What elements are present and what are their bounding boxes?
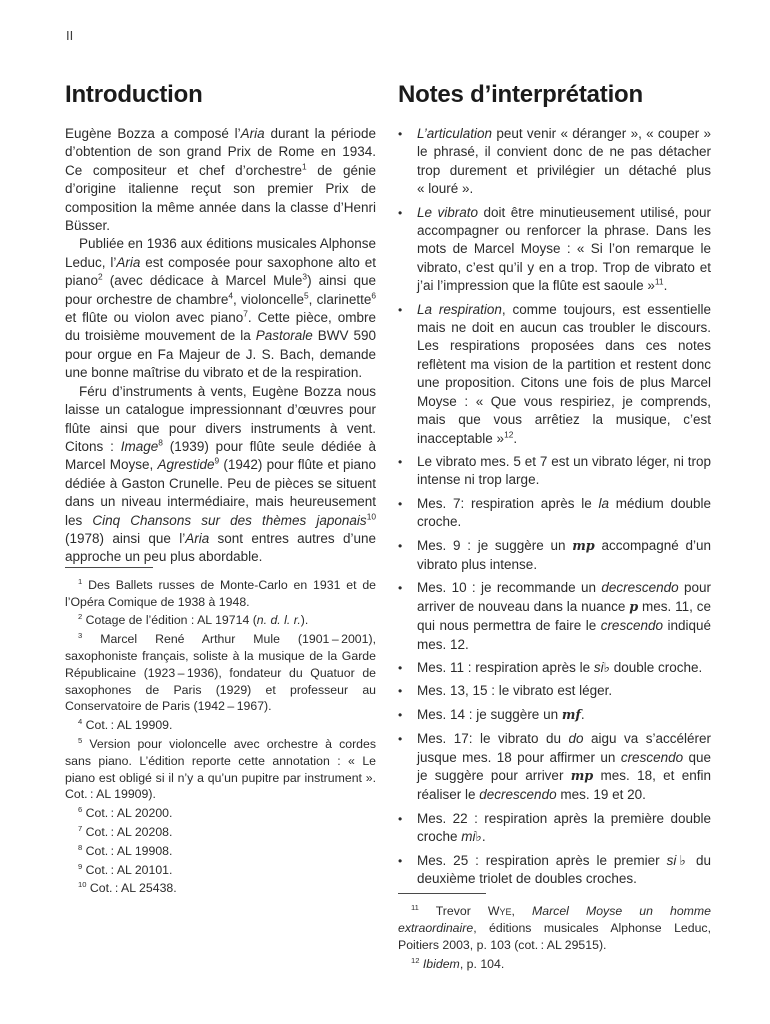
intro-paragraph-2: Publiée en 1936 aux éditions musicales Alphonse Leduc, l’Aria est composée pour saxophone alto et piano$^2$ (avec dédicace à Marcel Mule$^3$) ainsi que pour orchestre de chambre$^4$, violoncelle$^5$, clarinette$^6$ et flûte ou violon avec piano$^7$. Cette pièce, ombre du troisième mouvement de la Pastorale BWV 590 pour orgue en Fa Majeur de J. S. Bach, demande une bonne maîtrise du vibrato et de la respiration.: [65, 236, 376, 381]
bullet-icon: •: [398, 302, 403, 317]
page-number: II: [66, 28, 74, 43]
introduction-heading: Introduction: [65, 81, 203, 108]
bullet-icon: •: [398, 127, 403, 141]
note-item-13: [398, 852, 711, 889]
note-item-6: [398, 537, 711, 575]
footnote-6: $^6$ Cot. : AL 20200.: [78, 805, 173, 821]
bullet-icon: •: [398, 853, 403, 868]
intro-paragraph-3: Féru d’instruments à vents, Eugène Bozza nous laisse un catalogue impressionnant d’œuvres pour flûte ainsi que pour divers instruments à vent. Citons : Image$^8$ (1939) pour flûte seule dédiée à Marcel Moyse, Agrestide$^9$ (1942) pour flûte et piano dédiée à Gaston Crunelle. Peu de pièces se situent dans un niveau intermédiaire, mais heureusement les Cinq Chansons sur des thèmes japonais$^{10}$ (1978) ainsi que l’Aria sont entres autres d’une approche un peu plus abordable.: [65, 383, 376, 565]
footnote-3: $^3$ Marcel René Arthur Mule (1901 – 2001), saxophoniste français, soliste à la musique de la Garde Républicaine (1923 – 1936), fondateur du Quatuor de saxophones de Paris (1929) et professeur au Conservatoire de Paris (1942 – 1967).: [65, 631, 376, 714]
footnote-2: $^2$ Cotage de l’édition : AL 19714 (n. d. l. r.).: [78, 612, 309, 628]
note-text: Le vibrato doit être minutieusement utilisé, pour accompagner ou renforcer la phrase. Dans les mots de Marcel Moyse : « Si l’on remarque le vibrato, c’est qu’il y en a trop. Trop de vibrato et j’ai l’impression que la flûte est saoule »$^{11}$.: [417, 204, 711, 294]
note-text: L’articulation peut venir « déranger », « couper » le phrasé, il convient donc de ne pas détacher trop durement et privilégier un détaché plus « louré ».: [417, 126, 711, 197]
bullet-icon: •: [398, 811, 403, 826]
bullet-icon: •: [398, 205, 403, 220]
footnote-7: $^7$ Cot. : AL 20208.: [78, 823, 173, 839]
note-text: Mes. 22 : respiration après la première double croche mi♭.: [417, 810, 711, 845]
bullet-icon: •: [398, 707, 403, 722]
bullet-icon: •: [398, 581, 403, 596]
note-text: Le vibrato mes. 5 et 7 est un vibrato léger, ni trop intense ni trop large.: [417, 453, 711, 488]
note-item-9: [398, 682, 711, 700]
note-item-3: [398, 301, 711, 448]
bullet-icon: •: [398, 454, 403, 469]
footnote-separator: [398, 893, 486, 894]
interpretation-notes-list: [398, 125, 711, 893]
left-footnotes: [65, 567, 376, 899]
note-item-7: [398, 579, 711, 654]
note-item-12: [398, 810, 711, 847]
note-item-1: [398, 125, 711, 199]
note-text: Mes. 7: respiration après le la médium double croche.: [417, 495, 711, 530]
bullet-icon: •: [398, 496, 403, 511]
note-text: La respiration, comme toujours, est essentielle mais ne doit en aucun cas troubler le discours. Les respirations proposées dans ces notes reflètent ma vision de la partition et restent donc une proposition. Citons une fois de plus Marcel Moyse : « Que vous respiriez, je comprends, mais que vous arrêtiez la musique, c’est inacceptable »$^{12}$.: [417, 301, 711, 446]
note-text: Mes. 14 : je suggère un mf.: [417, 706, 585, 723]
left-column: [65, 81, 376, 896]
note-item-5: [398, 495, 711, 532]
note-item-8: [398, 659, 711, 677]
footnote-10: $^{10}$ Cot. : AL 25438.: [78, 880, 177, 896]
note-text: Mes. 17: le vibrato du do aigu va s’accélérer jusque mes. 18 pour affirmer un crescendo que je suggère pour arriver mp mes. 18, et enfin réaliser le decrescendo mes. 19 et 20.: [417, 731, 712, 803]
note-text: Mes. 13, 15 : le vibrato est léger.: [417, 683, 613, 699]
note-item-4: [398, 453, 711, 490]
footnote-4: $^4$ Cot. : AL 19909.: [78, 717, 173, 733]
right-footnotes: [398, 893, 711, 974]
interpretation-heading: Notes d’interprétation: [398, 81, 643, 108]
footnote-11: $^{11}$ Trevor Wye, Marcel Moyse un homme extraordinaire, éditions musicales Alphonse Leduc, Poitiers 2003, p. 103 (cot. : AL 29515).: [398, 903, 711, 953]
footnote-1: $^1$ Des Ballets russes de Monte-Carlo en 1931 et de l’Opéra Comique de 1938 à 1948.: [65, 576, 376, 609]
footnote-8: $^8$ Cot. : AL 19908.: [78, 842, 173, 858]
footnote-5: $^5$ Version pour violoncelle avec orchestre à cordes sans piano. L’édition reporte cette annotation : « Le piano est obligé si il n’y a qu’un pupitre par instrument ». Cot. : AL 19909).: [65, 735, 376, 802]
footnote-9: $^9$ Cot. : AL 20101.: [78, 861, 173, 877]
intro-paragraph-1: Eugène Bozza a composé l’Aria durant la période d’obtention de son grand Prix de Rome en 1934. Ce compositeur et chef d’orchestre$^1$ de génie d’origine italienne reçut son premier Prix de composition la même année dans la classe d’Henri Büsser.: [65, 126, 376, 234]
footnote-separator: [65, 567, 153, 568]
note-text: Mes. 10 : je recommande un decrescendo pour arriver de nouveau dans la nuance p mes. 11, ce qui nous permettra de faire le crescendo indiqué mes. 12.: [417, 580, 711, 652]
right-column: [398, 81, 712, 971]
bullet-icon: •: [398, 732, 403, 747]
bullet-icon: •: [398, 684, 403, 699]
footnote-12: $^{12}$ Ibidem, p. 104.: [411, 955, 505, 971]
bullet-icon: •: [398, 660, 403, 675]
note-item-10: [398, 706, 711, 725]
bullet-icon: •: [398, 538, 403, 553]
note-item-11: [398, 730, 711, 805]
note-text: Mes. 11 : respiration après le si♭ double croche.: [417, 659, 703, 675]
note-text: Mes. 25 : respiration après le premier si♭ du deuxième triolet de doubles croches.: [417, 852, 711, 887]
note-item-2: [398, 204, 711, 296]
note-text: Mes. 9 : je suggère un mp accompagné d’un vibrato plus intense.: [417, 537, 711, 572]
